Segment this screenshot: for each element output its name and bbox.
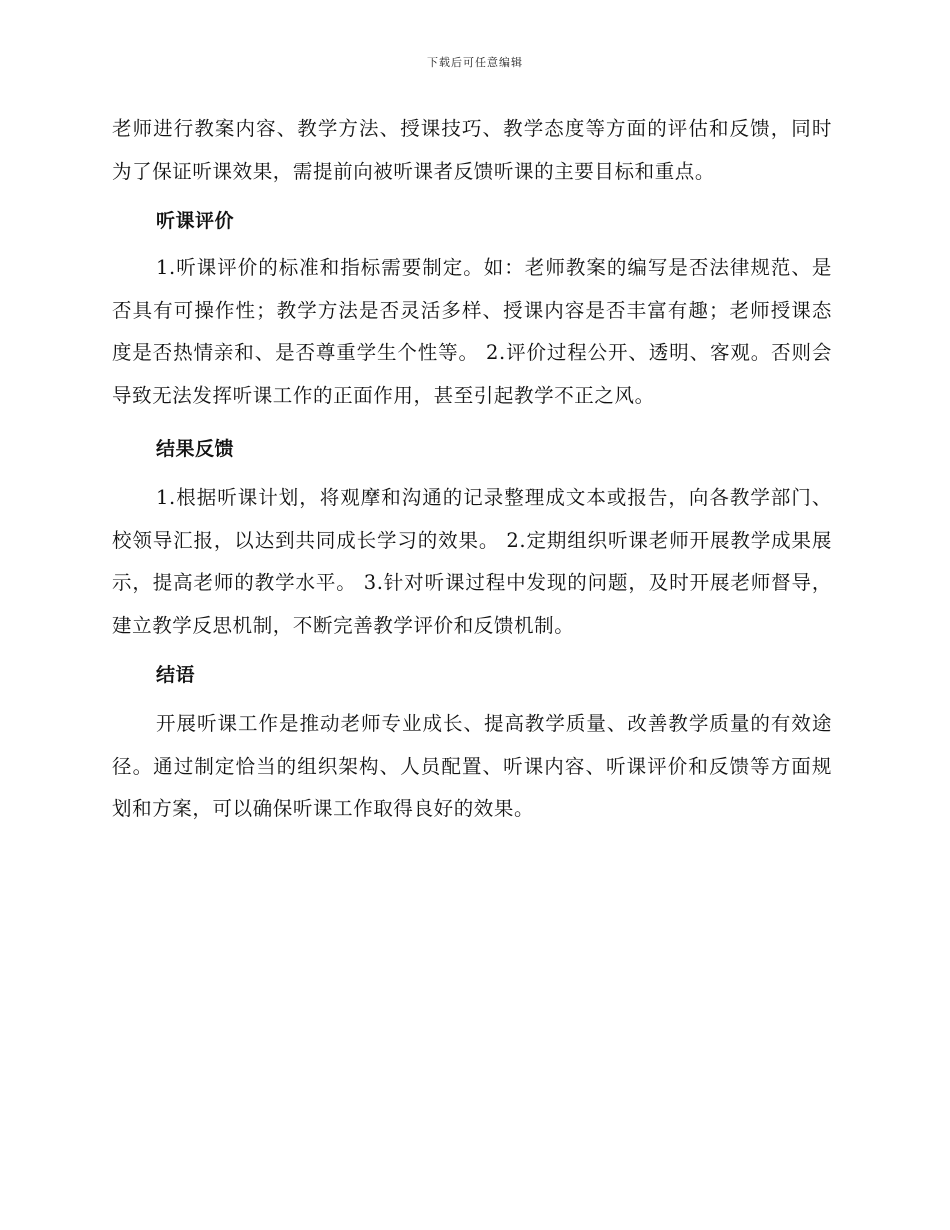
document-body bbox=[112, 108, 832, 831]
section-heading-feedback: 结果反馈 bbox=[156, 438, 235, 460]
section-body-evaluation: 1.听课评价的标准和指标需要制定。如：老师教案的编写是否法律规范、是否具有可操作性；教学方法是否灵活多样、授课内容是否丰富有趣；老师授课态度是否热情亲和、是否尊重学生个性等。 2.评价过程公开、透明、客观。否则会导致无法发挥听课工作的正面作用，甚至引起教学不正之风。 bbox=[112, 256, 832, 407]
intro-paragraph: 老师进行教案内容、教学方法、授课技巧、教学态度等方面的评估和反馈，同时为了保证听课效果，需提前向被听课者反馈听课的主要目标和重点。 bbox=[112, 117, 832, 183]
section-body-feedback: 1.根据听课计划，将观摩和沟通的记录整理成文本或报告，向各教学部门、校领导汇报，以达到共同成长学习的效果。 2.定期组织听课老师开展教学成果展示，提高老师的教学水平。 3.针对听课过程中发现的问题，及时开展老师督导，建立教学反思机制，不断完善教学评价和反馈机制。 bbox=[112, 486, 832, 637]
section-heading-evaluation: 听课评价 bbox=[156, 210, 235, 232]
section-body-conclusion: 开展听课工作是推动老师专业成长、提高教学质量、改善教学质量的有效途径。通过制定恰当的组织架构、人员配置、听课内容、听课评价和反馈等方面规划和方案，可以确保听课工作取得良好的效果。 bbox=[112, 712, 832, 820]
section-heading-conclusion: 结语 bbox=[156, 664, 196, 686]
page-header-note: 下载后可任意编辑 bbox=[427, 56, 523, 69]
